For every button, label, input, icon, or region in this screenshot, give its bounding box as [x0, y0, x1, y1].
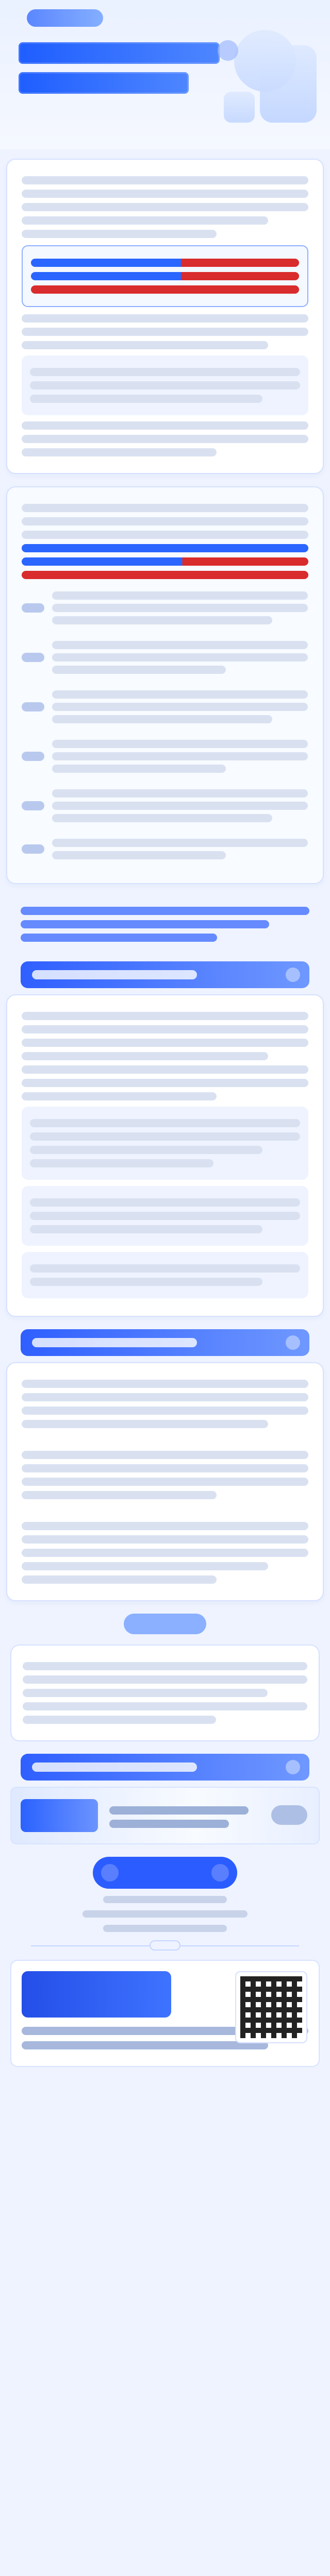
text-line	[52, 653, 308, 662]
text-line	[22, 504, 308, 512]
text-line	[22, 531, 308, 539]
text-line	[22, 1039, 308, 1047]
text-line	[22, 1420, 268, 1428]
list-number	[22, 844, 44, 854]
text-line	[22, 203, 308, 211]
text-line	[52, 740, 308, 748]
text-line	[23, 1716, 216, 1724]
list-number	[22, 702, 44, 711]
interaction-prompt	[82, 1910, 248, 1918]
section-heading-label	[32, 970, 197, 979]
highlight-text-line	[22, 544, 308, 552]
decorative-panel	[260, 45, 317, 123]
text-line	[23, 1689, 268, 1697]
article-content	[0, 149, 330, 2067]
full-text-divider	[31, 1945, 299, 1946]
recommend-section	[21, 1754, 309, 1781]
text-line	[52, 591, 308, 600]
text-line	[30, 1146, 262, 1154]
highlight-text-line	[22, 571, 308, 579]
text-line	[30, 1198, 300, 1207]
text-line	[52, 641, 308, 649]
text-line	[30, 1132, 300, 1141]
text-line	[52, 789, 308, 798]
text-line	[52, 616, 272, 624]
text-line	[52, 666, 226, 674]
highlight-box	[22, 245, 308, 307]
text-line	[22, 314, 308, 323]
text-line	[22, 1380, 308, 1388]
list-item	[22, 736, 308, 777]
text-line	[52, 839, 308, 847]
list-number	[22, 801, 44, 810]
highlight-text-line	[31, 259, 299, 267]
spacer	[22, 1504, 308, 1517]
text-line	[22, 1478, 308, 1486]
section-pill-title	[124, 1614, 206, 1634]
interaction-prompt	[103, 1896, 227, 1903]
list-item	[22, 637, 308, 678]
text-line	[22, 176, 308, 184]
list-item	[22, 587, 308, 629]
page-title	[19, 42, 220, 104]
text-line	[22, 1491, 217, 1499]
interaction-prompt	[103, 1925, 227, 1932]
recommend-banner[interactable]	[10, 1787, 320, 1844]
text-line	[22, 1406, 308, 1415]
list-text	[52, 587, 308, 629]
policy-card	[6, 486, 324, 884]
text-line	[52, 690, 308, 699]
section-heading	[21, 1754, 309, 1781]
list-text	[52, 736, 308, 777]
text-line	[22, 230, 217, 238]
list-number	[22, 752, 44, 761]
note-box	[22, 355, 308, 415]
qr-code-icon	[236, 1972, 306, 2042]
text-line	[23, 1702, 307, 1710]
text-line	[52, 752, 308, 760]
text-line	[109, 1820, 229, 1828]
footer-card	[10, 1960, 320, 2067]
explanation-card	[6, 994, 324, 1317]
text-line	[30, 368, 300, 376]
list-number	[22, 653, 44, 662]
highlight-text-line	[31, 285, 299, 294]
recommend-logo	[21, 1799, 98, 1832]
text-line	[22, 1052, 268, 1060]
example-card	[6, 1362, 324, 1601]
document-icon	[203, 20, 317, 133]
text-line	[21, 934, 217, 942]
text-line	[52, 802, 308, 810]
text-line	[52, 851, 226, 859]
text-line	[22, 1575, 217, 1584]
note-box	[22, 1107, 308, 1180]
text-line	[22, 1025, 308, 1033]
text-line	[22, 421, 308, 430]
list-item	[22, 835, 308, 863]
text-line	[22, 1012, 308, 1020]
section-heading-label	[32, 1338, 197, 1347]
text-line	[52, 703, 308, 711]
text-line	[52, 765, 226, 773]
text-line	[22, 328, 308, 336]
text-line	[30, 1278, 262, 1286]
text-line	[22, 1549, 308, 1557]
chevron-right-icon	[271, 1805, 307, 1825]
text-line	[22, 341, 268, 349]
text-line	[52, 814, 272, 822]
highlight-text-line	[22, 557, 308, 566]
text-line	[22, 448, 217, 456]
text-line	[22, 1464, 308, 1472]
note-box	[22, 1186, 308, 1246]
text-line	[22, 1393, 308, 1401]
list-item	[22, 686, 308, 727]
text-line	[30, 1264, 300, 1273]
text-line	[30, 395, 262, 403]
decorative-square	[224, 92, 255, 123]
text-line	[22, 1451, 308, 1459]
text-line	[22, 1522, 308, 1530]
text-line	[22, 216, 268, 225]
text-line	[22, 435, 308, 443]
section-heading	[21, 961, 309, 988]
text-line	[22, 1065, 308, 1074]
text-line	[52, 715, 272, 723]
list-item	[22, 785, 308, 826]
spacer	[22, 1433, 308, 1446]
text-line	[22, 190, 308, 198]
recommend-text	[109, 1801, 249, 1833]
highlight-text-line	[31, 272, 299, 280]
list-number	[22, 603, 44, 613]
list-text	[52, 637, 308, 678]
decorative-dot	[218, 40, 238, 61]
text-line	[21, 920, 269, 928]
list-text	[52, 686, 308, 727]
related-notice-card	[10, 1645, 320, 1741]
list-text	[52, 785, 308, 826]
brand-logo	[22, 1971, 171, 2018]
text-line	[30, 1225, 262, 1233]
hero-banner	[0, 0, 330, 149]
text-line	[30, 1212, 300, 1220]
text-line	[22, 1092, 217, 1100]
text-line	[21, 907, 309, 915]
text-line	[22, 1079, 308, 1087]
page-title-line-1	[19, 42, 220, 64]
section-heading	[21, 1329, 309, 1356]
text-line	[109, 1806, 249, 1815]
text-line	[30, 381, 300, 389]
text-line	[23, 1675, 307, 1684]
page-title-line-2	[19, 72, 189, 94]
text-line	[30, 1119, 300, 1127]
intro-card	[6, 159, 324, 474]
text-line	[22, 1535, 308, 1544]
text-line	[22, 2041, 268, 2049]
text-line	[22, 517, 308, 526]
text-line	[23, 1662, 307, 1670]
text-line	[22, 1562, 268, 1570]
hero-badge	[27, 9, 103, 27]
section-heading-label	[32, 1762, 197, 1772]
text-line	[52, 604, 308, 612]
interaction-title	[93, 1857, 237, 1889]
note-box	[22, 1252, 308, 1298]
section-question	[13, 896, 317, 952]
text-line	[30, 1159, 213, 1167]
list-text	[52, 835, 308, 863]
